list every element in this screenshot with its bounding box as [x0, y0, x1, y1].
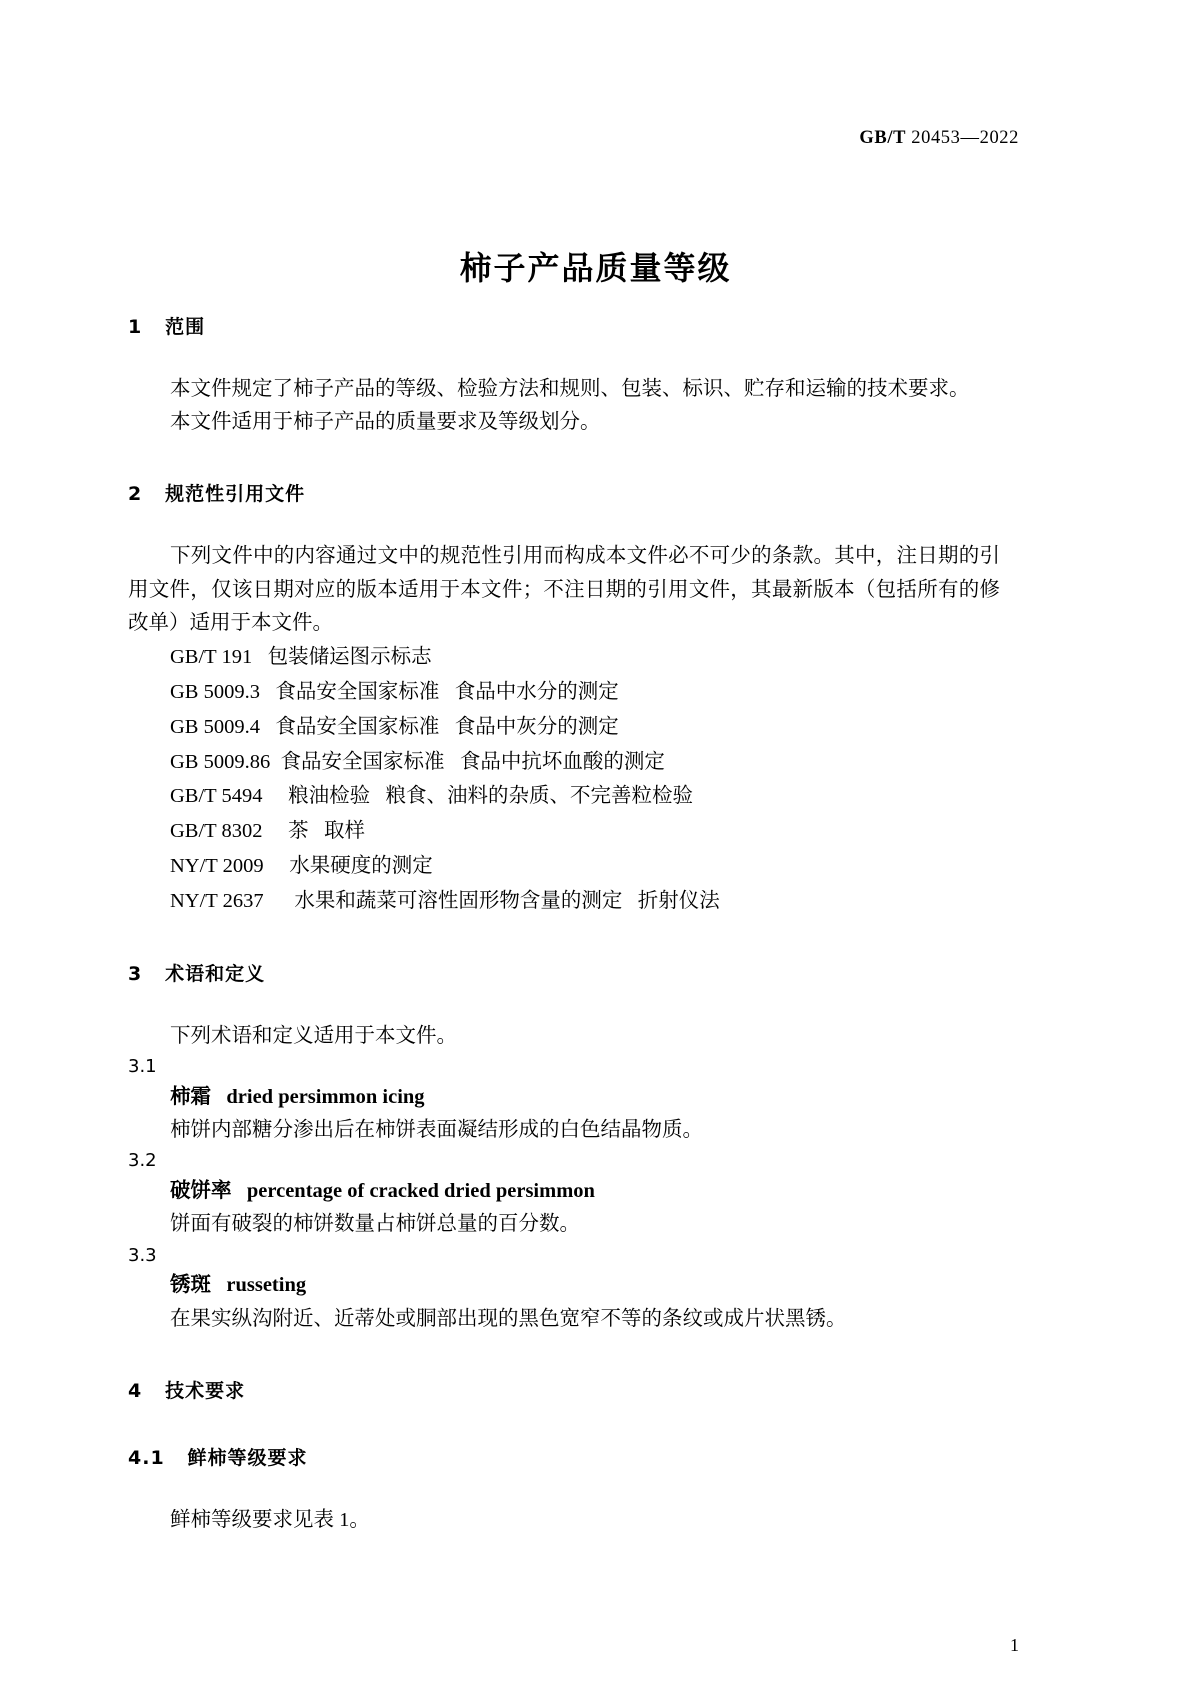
page-number: 1 — [1010, 1635, 1019, 1655]
spacer — [128, 1336, 1000, 1376]
reference-code: NY/T 2009 — [170, 855, 264, 878]
clause-1-paragraph-2: 本文件适用于柿子产品的质量要求及等级划分。 — [170, 411, 601, 434]
clause-heading-3: 3 术语和定义 — [128, 962, 266, 985]
document-body — [128, 312, 1000, 1537]
reference-item — [170, 779, 1000, 814]
term-entry-3-1 — [128, 1081, 1000, 1147]
clause-heading-4-1: 4.1 鲜柿等级要求 — [128, 1446, 308, 1469]
spacer — [128, 1470, 1000, 1504]
reference-item — [170, 745, 1000, 780]
term-number-3-1: 3.1 — [128, 1055, 157, 1077]
page-title: 柿子产品质量等级 — [459, 249, 732, 288]
term-number-3-3: 3.3 — [128, 1244, 157, 1266]
term-entry-3-3 — [128, 1269, 1000, 1335]
term-en: dried persimmon icing — [226, 1085, 425, 1108]
reference-title: 茶 取样 — [288, 820, 365, 843]
term-heading — [170, 1175, 1000, 1208]
term-en: russeting — [226, 1274, 307, 1297]
clause-4-1-paragraph-1: 鲜柿等级要求见表 1。 — [170, 1508, 370, 1531]
reference-code: GB/T 5494 — [170, 785, 263, 808]
spacer — [128, 439, 1000, 479]
term-heading — [170, 1081, 1000, 1114]
term-definition: 柿饼内部糖分渗出后在柿饼表面凝结形成的白色结晶物质。 — [170, 1119, 703, 1142]
reference-title: 包装储运图示标志 — [267, 646, 432, 669]
reference-title: 水果硬度的测定 — [289, 855, 433, 878]
clause-1-paragraph-1: 本文件规定了柿子产品的等级、检验方法和规则、包装、标识、贮存和运输的技术要求。 — [170, 378, 970, 400]
term-zh: 锈斑 — [170, 1274, 211, 1297]
standard-number-header — [859, 128, 1019, 149]
term-zh: 柿霜 — [170, 1085, 211, 1108]
reference-item — [170, 849, 1000, 884]
reference-code: GB/T 191 — [170, 646, 253, 669]
reference-code: GB 5009.4 — [170, 715, 260, 738]
page-footer — [0, 1624, 1191, 1684]
term-heading — [170, 1269, 1000, 1302]
reference-code: NY/T 2637 — [170, 889, 264, 912]
reference-item — [170, 814, 1000, 849]
spacer — [128, 339, 1000, 373]
clause-heading-2: 2 规范性引用文件 — [128, 483, 306, 506]
normative-references-list — [128, 640, 1000, 919]
term-entry-3-2 — [128, 1175, 1000, 1241]
reference-item — [170, 884, 1000, 919]
standard-number: 20453—2022 — [911, 128, 1019, 148]
reference-item — [170, 675, 1000, 710]
term-number-3-2: 3.2 — [128, 1150, 157, 1172]
standard-prefix: GB/T — [859, 128, 907, 148]
spacer — [128, 986, 1000, 1020]
reference-code: GB 5009.3 — [170, 680, 260, 703]
clause-heading-1: 1 范围 — [128, 316, 206, 338]
term-zh: 破饼率 — [170, 1180, 232, 1203]
spacer — [128, 506, 1000, 540]
reference-title: 食品安全国家标准 食品中灰分的测定 — [275, 715, 619, 738]
clause-3-paragraph-1: 下列术语和定义适用于本文件。 — [170, 1024, 457, 1047]
clause-heading-4: 4 技术要求 — [128, 1379, 246, 1402]
page-header — [0, 128, 1191, 158]
term-en: percentage of cracked dried persimmon — [246, 1180, 595, 1203]
reference-code: GB 5009.86 — [170, 750, 271, 773]
reference-code: GB/T 8302 — [170, 820, 263, 843]
reference-item — [170, 640, 1000, 675]
clause-2-paragraph-1: 下列文件中的内容通过文中的规范性引用而构成本文件必不可少的条款。其中，注日期的引用文件，仅该日期对应的版本适用于本文件；不注日期的引用文件，其最新版本（包括所有的修改单）适用于本文件。 — [128, 545, 1000, 634]
reference-title: 水果和蔬菜可溶性固形物含量的测定 折射仪法 — [294, 889, 720, 912]
reference-title: 食品安全国家标准 食品中抗坏血酸的测定 — [280, 750, 665, 773]
reference-title: 食品安全国家标准 食品中水分的测定 — [275, 680, 619, 703]
spacer — [128, 919, 1000, 959]
term-definition: 在果实纵沟附近、近蒂处或胴部出现的黑色宽窄不等的条纹或成片状黑锈。 — [170, 1307, 847, 1330]
reference-title: 粮油检验 粮食、油料的杂质、不完善粒检验 — [288, 785, 693, 808]
reference-item — [170, 710, 1000, 745]
spacer — [128, 1403, 1000, 1443]
term-definition: 饼面有破裂的柿饼数量占柿饼总量的百分数。 — [170, 1213, 580, 1236]
